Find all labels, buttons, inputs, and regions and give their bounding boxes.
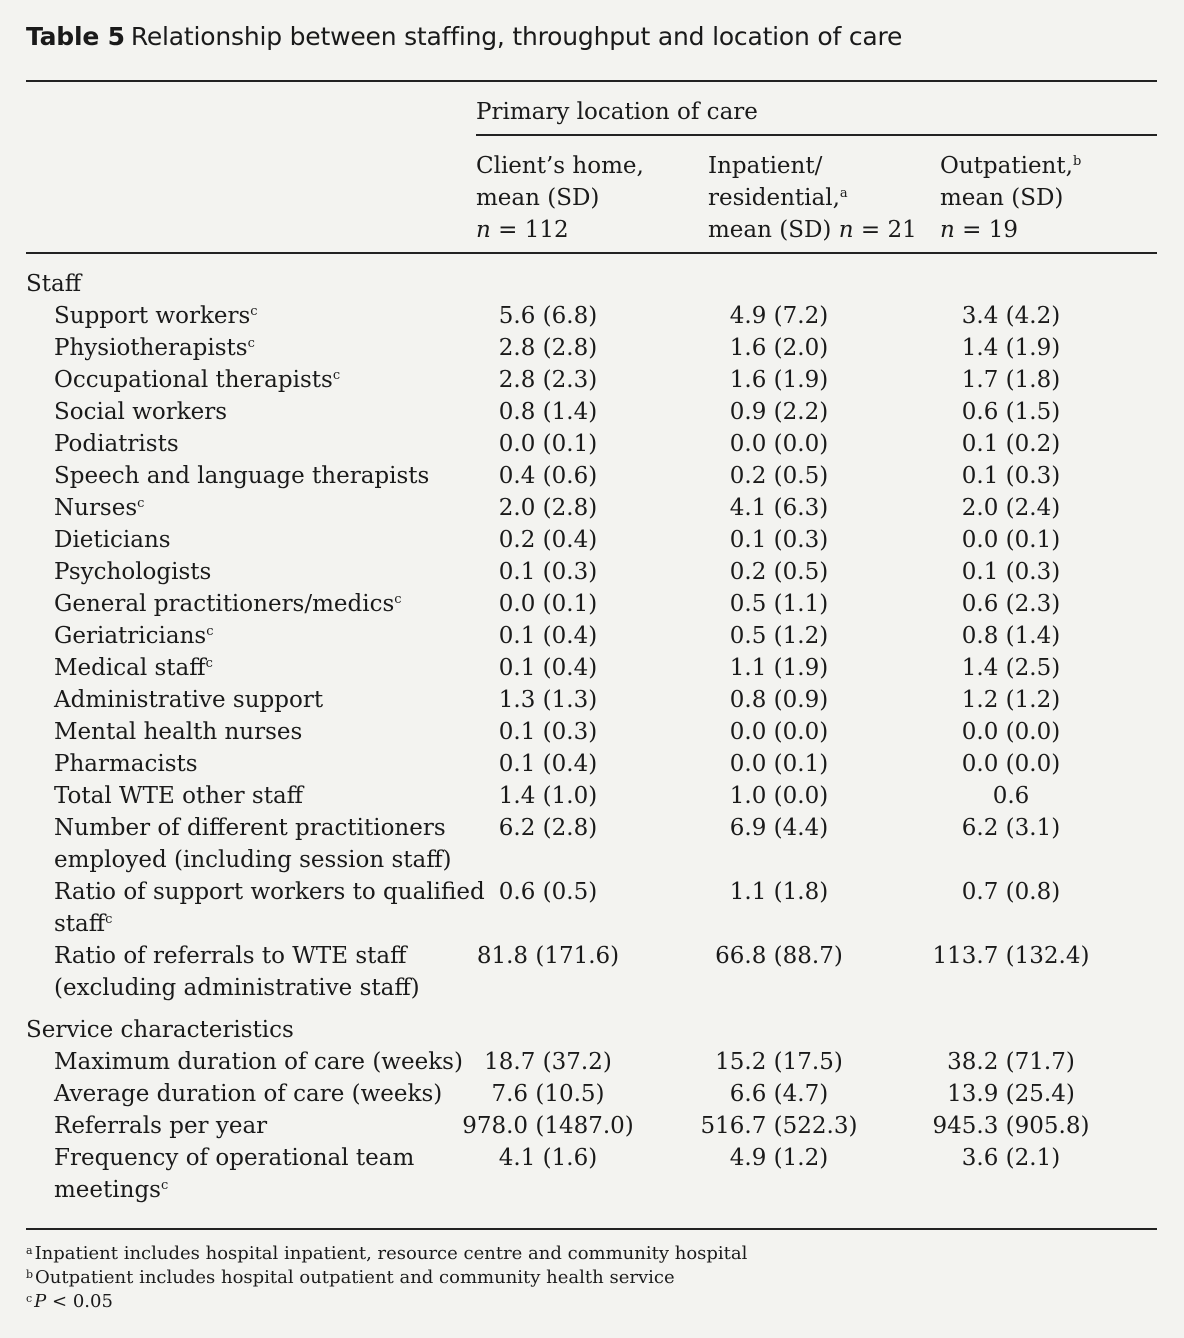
cell-outpatient: 0.0 (0.0) xyxy=(961,719,1061,745)
row-label: Geriatricians$^c$ xyxy=(54,623,214,649)
row-label-line2: (excluding administrative staff) xyxy=(54,975,420,1001)
table-label: Table 5 xyxy=(26,22,125,51)
col3-n: n = 19 xyxy=(940,217,1018,243)
cell-client-home: 0.4 (0.6) xyxy=(498,463,598,489)
row-label: Podiatrists xyxy=(54,431,179,457)
cell-outpatient: 0.1 (0.3) xyxy=(961,559,1061,585)
row-label: Mental health nurses xyxy=(54,719,303,745)
row-label: Physiotherapists$^c$ xyxy=(54,335,255,361)
cell-client-home: 7.6 (10.5) xyxy=(491,1081,605,1107)
cell-client-home: 0.1 (0.4) xyxy=(498,655,598,681)
col3-line1: Outpatient,$^b$ xyxy=(940,153,1082,179)
cell-client-home: 0.6 (0.5) xyxy=(498,879,598,905)
cell-outpatient: 0.6 (2.3) xyxy=(961,591,1061,617)
cell-client-home: 0.0 (0.1) xyxy=(498,431,598,457)
col2-line1: Inpatient/ xyxy=(708,153,823,179)
header-rule xyxy=(26,252,1157,254)
row-label: Social workers xyxy=(54,399,228,425)
row-label-line2: meetings$^c$ xyxy=(54,1177,169,1203)
cell-outpatient: 13.9 (25.4) xyxy=(947,1081,1075,1107)
row-label: Maximum duration of care (weeks) xyxy=(54,1049,463,1075)
cell-inpatient: 0.9 (2.2) xyxy=(729,399,829,425)
header-group: Primary location of care xyxy=(476,99,758,125)
cell-client-home: 0.0 (0.1) xyxy=(498,591,598,617)
cell-inpatient: 0.8 (0.9) xyxy=(729,687,829,713)
table-title xyxy=(26,22,902,51)
cell-inpatient: 1.1 (1.9) xyxy=(729,655,829,681)
cell-outpatient: 38.2 (71.7) xyxy=(947,1049,1075,1075)
cell-client-home: 4.1 (1.6) xyxy=(498,1145,598,1171)
cell-client-home: 0.1 (0.4) xyxy=(498,751,598,777)
cell-client-home: 0.1 (0.3) xyxy=(498,719,598,745)
cell-outpatient: 0.1 (0.2) xyxy=(961,431,1061,457)
cell-outpatient: 0.7 (0.8) xyxy=(961,879,1061,905)
cell-inpatient: 0.0 (0.1) xyxy=(729,751,829,777)
cell-inpatient: 4.9 (1.2) xyxy=(729,1145,829,1171)
cell-outpatient: 1.4 (2.5) xyxy=(961,655,1061,681)
row-label: General practitioners/medics$^c$ xyxy=(54,591,402,617)
cell-client-home: 1.4 (1.0) xyxy=(498,783,598,809)
row-label: Average duration of care (weeks) xyxy=(54,1081,443,1107)
cell-inpatient: 1.0 (0.0) xyxy=(729,783,829,809)
cell-inpatient: 0.5 (1.2) xyxy=(729,623,829,649)
cell-client-home: 0.1 (0.4) xyxy=(498,623,598,649)
cell-outpatient: 3.6 (2.1) xyxy=(961,1145,1061,1171)
row-label: Medical staff$^c$ xyxy=(54,655,213,681)
col1-line1: Client’s home, xyxy=(476,153,644,179)
cell-client-home: 2.8 (2.3) xyxy=(498,367,598,393)
cell-inpatient: 4.9 (7.2) xyxy=(729,303,829,329)
row-label-line1: Ratio of referrals to WTE staff xyxy=(54,943,407,969)
cell-outpatient: 1.7 (1.8) xyxy=(961,367,1061,393)
row-label-line1: Ratio of support workers to qualified xyxy=(54,879,485,905)
cell-inpatient: 4.1 (6.3) xyxy=(729,495,829,521)
row-label-line1: Number of different practitioners xyxy=(54,815,446,841)
cell-inpatient: 66.8 (88.7) xyxy=(715,943,843,969)
cell-outpatient: 3.4 (4.2) xyxy=(961,303,1061,329)
cell-inpatient: 0.2 (0.5) xyxy=(729,559,829,585)
cell-outpatient: 1.4 (1.9) xyxy=(961,335,1061,361)
row-label: Psychologists xyxy=(54,559,212,585)
section-staff: Staff xyxy=(26,271,82,297)
footnote-b: $^b$ Outpatient includes hospital outpatient and community health service xyxy=(26,1267,675,1288)
cell-outpatient: 945.3 (905.8) xyxy=(932,1113,1090,1139)
footnote-c: $^c$ P < 0.05 xyxy=(26,1291,113,1312)
cell-inpatient: 0.2 (0.5) xyxy=(729,463,829,489)
cell-outpatient: 0.6 xyxy=(992,783,1030,809)
cell-outpatient: 6.2 (3.1) xyxy=(961,815,1061,841)
cell-inpatient: 15.2 (17.5) xyxy=(715,1049,843,1075)
cell-client-home: 81.8 (171.6) xyxy=(476,943,620,969)
cell-outpatient: 0.1 (0.3) xyxy=(961,463,1061,489)
row-label: Nurses$^c$ xyxy=(54,495,145,521)
cell-outpatient: 0.6 (1.5) xyxy=(961,399,1061,425)
table-title-text: Relationship between staffing, throughput and location of care xyxy=(130,22,903,51)
cell-outpatient: 0.0 (0.0) xyxy=(961,751,1061,777)
col3-line2: mean (SD) xyxy=(940,185,1064,211)
row-label: Dieticians xyxy=(54,527,171,553)
cell-inpatient: 0.0 (0.0) xyxy=(729,719,829,745)
row-label-line2: employed (including session staff) xyxy=(54,847,452,873)
cell-client-home: 0.2 (0.4) xyxy=(498,527,598,553)
cell-outpatient: 0.8 (1.4) xyxy=(961,623,1061,649)
cell-outpatient: 2.0 (2.4) xyxy=(961,495,1061,521)
cell-inpatient: 0.0 (0.0) xyxy=(729,431,829,457)
cell-inpatient: 0.1 (0.3) xyxy=(729,527,829,553)
bottom-rule xyxy=(26,1228,1157,1230)
col1-line2: mean (SD) xyxy=(476,185,600,211)
row-label: Referrals per year xyxy=(54,1113,268,1139)
cell-client-home: 1.3 (1.3) xyxy=(498,687,598,713)
cell-client-home: 978.0 (1487.0) xyxy=(462,1113,634,1139)
cell-client-home: 0.8 (1.4) xyxy=(498,399,598,425)
row-label: Speech and language therapists xyxy=(54,463,430,489)
row-label: Administrative support xyxy=(54,687,324,713)
cell-client-home: 18.7 (37.2) xyxy=(484,1049,612,1075)
cell-client-home: 5.6 (6.8) xyxy=(498,303,598,329)
cell-outpatient: 113.7 (132.4) xyxy=(932,943,1090,969)
group-rule xyxy=(476,134,1157,136)
cell-client-home: 0.1 (0.3) xyxy=(498,559,598,585)
cell-inpatient: 1.6 (1.9) xyxy=(729,367,829,393)
row-label-line1: Frequency of operational team xyxy=(54,1145,415,1171)
cell-inpatient: 1.6 (2.0) xyxy=(729,335,829,361)
cell-client-home: 2.0 (2.8) xyxy=(498,495,598,521)
cell-client-home: 2.8 (2.8) xyxy=(498,335,598,361)
cell-outpatient: 1.2 (1.2) xyxy=(961,687,1061,713)
top-rule xyxy=(26,80,1157,82)
col2-line2: residential,$^a$ xyxy=(708,185,848,211)
cell-inpatient: 0.5 (1.1) xyxy=(729,591,829,617)
row-label: Pharmacists xyxy=(54,751,198,777)
footnote-a: $^a$ Inpatient includes hospital inpatient, resource centre and community hospital xyxy=(26,1243,748,1264)
row-label: Support workers$^c$ xyxy=(54,303,258,329)
cell-inpatient: 1.1 (1.8) xyxy=(729,879,829,905)
cell-inpatient: 6.9 (4.4) xyxy=(729,815,829,841)
col1-n: n = 112 xyxy=(476,217,569,243)
cell-outpatient: 0.0 (0.1) xyxy=(961,527,1061,553)
col2-line3: mean (SD) n = 21 xyxy=(708,217,917,243)
cell-inpatient: 516.7 (522.3) xyxy=(700,1113,858,1139)
row-label-line2: staff$^c$ xyxy=(54,911,113,937)
cell-client-home: 6.2 (2.8) xyxy=(498,815,598,841)
row-label: Total WTE other staff xyxy=(54,783,304,809)
cell-inpatient: 6.6 (4.7) xyxy=(729,1081,829,1107)
row-label: Occupational therapists$^c$ xyxy=(54,367,341,393)
section-service: Service characteristics xyxy=(26,1017,294,1043)
